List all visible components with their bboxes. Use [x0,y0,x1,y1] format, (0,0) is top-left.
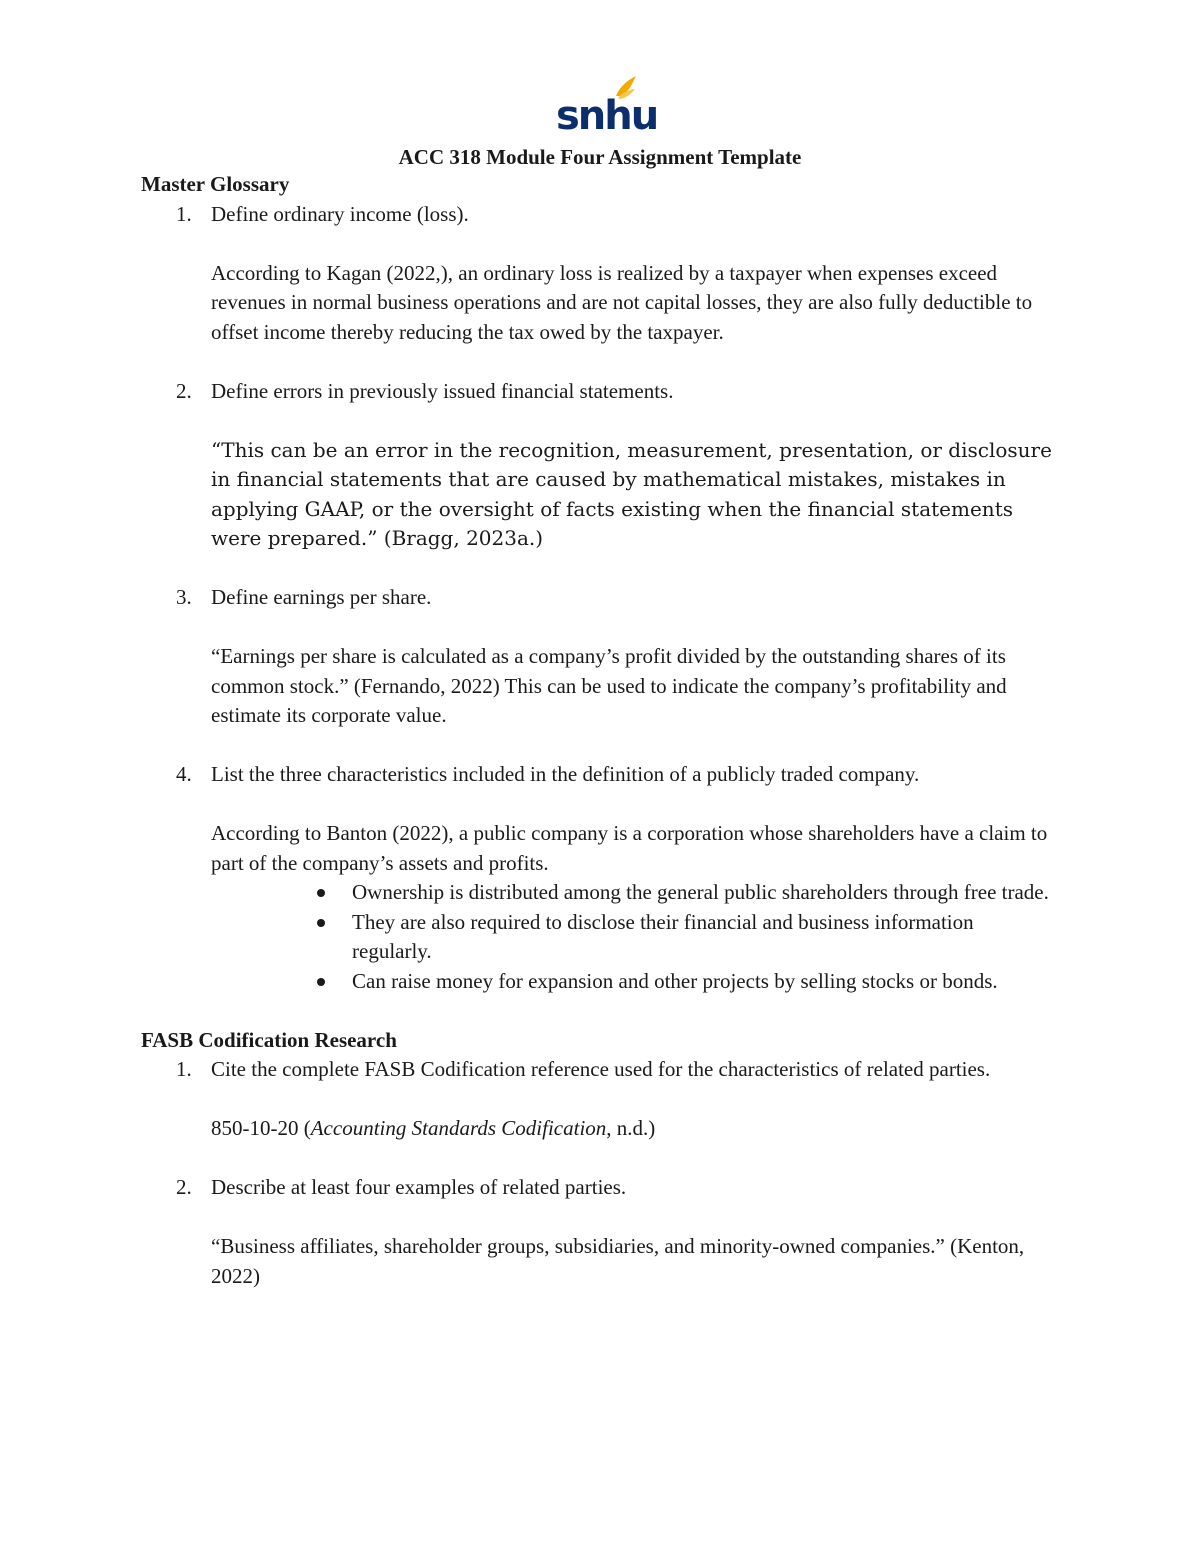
document-title: ACC 318 Module Four Assignment Template [398,145,802,169]
glossary-answer-4: According to Banton (2022), a public company is a corporation whose shareholders have a claim to part of the company’s assets and profits. [211,821,1048,875]
glossary-question-1 [141,200,1061,230]
logo-text: snhu [556,93,658,139]
question-number: 4. [176,762,192,786]
question-number: 1. [176,201,192,226]
fasb-question-1 [141,1055,1061,1085]
fasb-answer-1 [141,1114,1061,1144]
list-item-text: Can raise money for expansion and other projects by selling stocks or bonds. [352,968,998,993]
glossary-question-4 [141,760,1061,790]
answer-italic: Accounting Standards Codification [310,1116,607,1140]
answer-prefix: 850-10-20 ( [211,1116,311,1140]
question-number: 2. [176,1175,192,1199]
fasb-question-2 [141,1173,1061,1203]
list-item [141,908,1061,967]
answer-suffix: , n.d.) [606,1116,656,1140]
list-item-text: Ownership is distributed among the general public shareholders through free trade. [352,880,1049,904]
document-body [141,170,1061,1291]
section-heading-master-glossary: Master Glossary [141,172,290,196]
question-text: Define earnings per share. [211,585,432,609]
bullet-icon [317,919,325,927]
characteristics-list [141,878,1061,996]
list-item [141,967,1061,997]
bullet-icon [317,889,325,897]
snhu-logo-icon [556,74,658,139]
question-text: Define ordinary income (loss). [211,201,469,226]
glossary-answer-1: According to Kagan (2022,), an ordinary loss is realized by a taxpayer when expenses exceed revenues in normal business operations and are not capital losses, they are also fully deductible to offset income thereby reducing the tax owed by the taxpayer. [211,260,1033,344]
question-text: List the three characteristics included in the definition of a publicly traded company. [211,762,920,786]
list-item-text: They are also required to disclose their financial and business information regularly. [352,909,974,963]
question-text: Define errors in previously issued financial statements. [211,378,674,403]
question-text: Cite the complete FASB Codification reference used for the characteristics of related parties. [211,1057,991,1081]
fasb-answer-2: “Business affiliates, shareholder groups, subsidiaries, and minority-owned companies.” (Kenton, 2022) [211,1234,1025,1288]
snhu-logo [556,74,658,139]
section-heading-fasb-codification-research: FASB Codification Research [141,1027,397,1052]
glossary-question-2 [141,377,1061,407]
list-item [141,878,1061,908]
question-number: 2. [176,378,192,403]
bullet-icon [317,978,325,986]
question-text: Describe at least four examples of related parties. [211,1175,627,1199]
glossary-answer-2: “This can be an error in the recognition, measurement, presentation, or disclosure in financial statements that are caused by mathematical mistakes, mistakes in applying GAAP, or the oversight of facts existing when the financial statements were prepared.” (Bragg, 2023a.) [211,437,1052,550]
glossary-question-3 [141,583,1061,613]
question-number: 1. [176,1057,192,1081]
glossary-answer-3: “Earnings per share is calculated as a company’s profit divided by the outstanding shares of its common stock.” (Fernando, 2022) This can be used to indicate the company’s profitability and estimate its corporate value. [211,644,1007,727]
question-number: 3. [176,585,192,609]
